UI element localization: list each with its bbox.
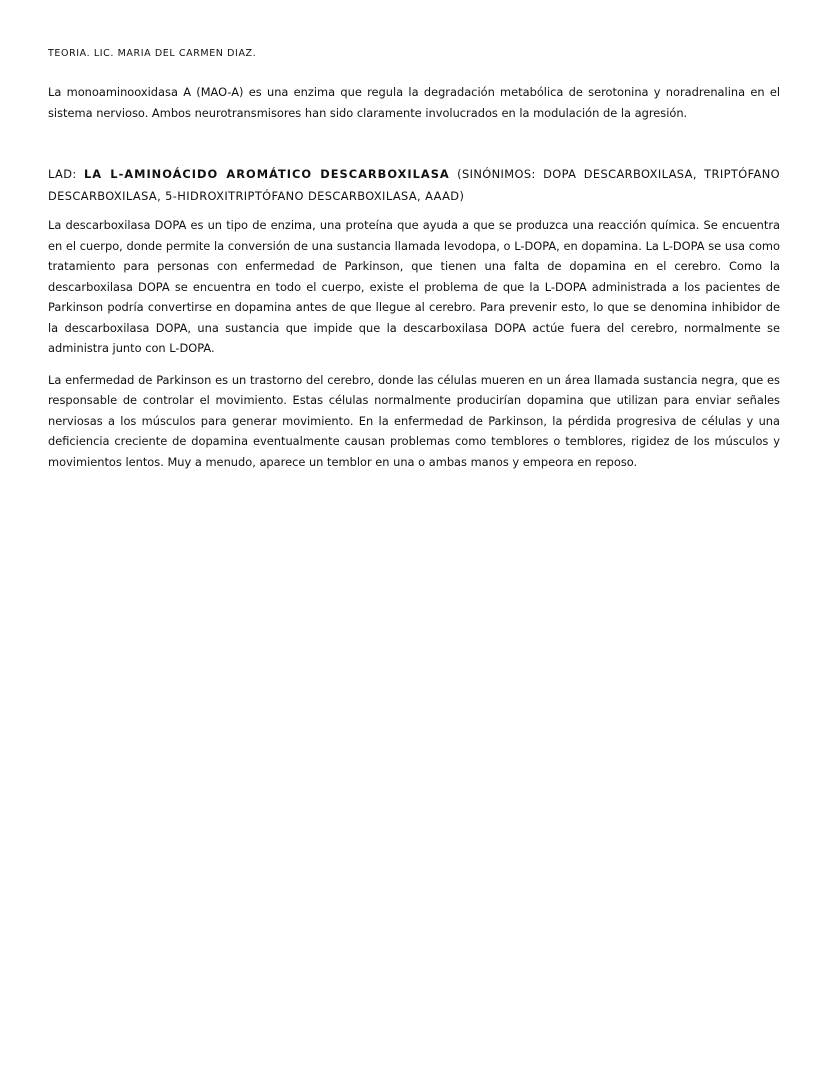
lad-synonyms: (SINÓNIMOS: DOPA DESCARBOXILASA, TRIPTÓFANO DESCARBOXILASA, 5-HIDROXITRIPTÓFANO DESCARBOXILASA, AAAD) xyxy=(48,167,780,203)
document-page xyxy=(48,46,780,472)
lad-section-heading xyxy=(48,163,780,207)
author-header: TEORIA. LIC. MARIA DEL CARMEN DIAZ. xyxy=(48,48,257,59)
parkinson-paragraph: La enfermedad de Parkinson es un trastorno del cerebro, donde las células mueren en un área llamada sustancia negra, que es responsable de controlar el movimiento. Estas células normalmente producirían dopamina que utilizan para enviar señales nerviosas a los músculos para generar movimiento. En la enfermedad de Parkinson, la pérdida progresiva de células y una deficiencia creciente de dopamina eventualmente causan problemas como temblores o temblores, rigidez de los músculos y movimientos lentos. Muy a menudo, aparece un temblor en una o ambas manos y empeora en reposo. xyxy=(48,372,780,469)
dopa-decarboxylase-paragraph: La descarboxilasa DOPA es un tipo de enzima, una proteína que ayuda a que se produzca una reacción química. Se encuentra en el cuerpo, donde permite la conversión de una sustancia llamada levodopa, o L-DOPA, en dopamina. La L-DOPA se usa como tratamiento para personas con enfermedad de Parkinson, que tienen una falta de dopamina en el cerebro. Como la descarboxilasa DOPA se encuentra en todo el cuerpo, existe el problema de que la L-DOPA administrada a los pacientes de Parkinson podría convertirse en dopamina antes de que llegue al cerebro. Para prevenir esto, lo que se denomina inhibidor de la descarboxilasa DOPA, una sustancia que impide que la descarboxilasa DOPA actúe fuera del cerebro, normalmente se administra junto con L-DOPA. xyxy=(48,218,780,355)
lad-title: LA L-AMINOÁCIDO AROMÁTICO DESCARBOXILASA xyxy=(83,167,450,181)
intro-paragraph: La monoaminooxidasa A (MAO-A) es una enzima que regula la degradación metabólica de serotonina y noradrenalina en el sistema nervioso. Ambos neurotransmisores han sido claramente involucrados en la modulación de la agresión. xyxy=(48,85,780,120)
lad-prefix: LAD: xyxy=(48,167,77,181)
